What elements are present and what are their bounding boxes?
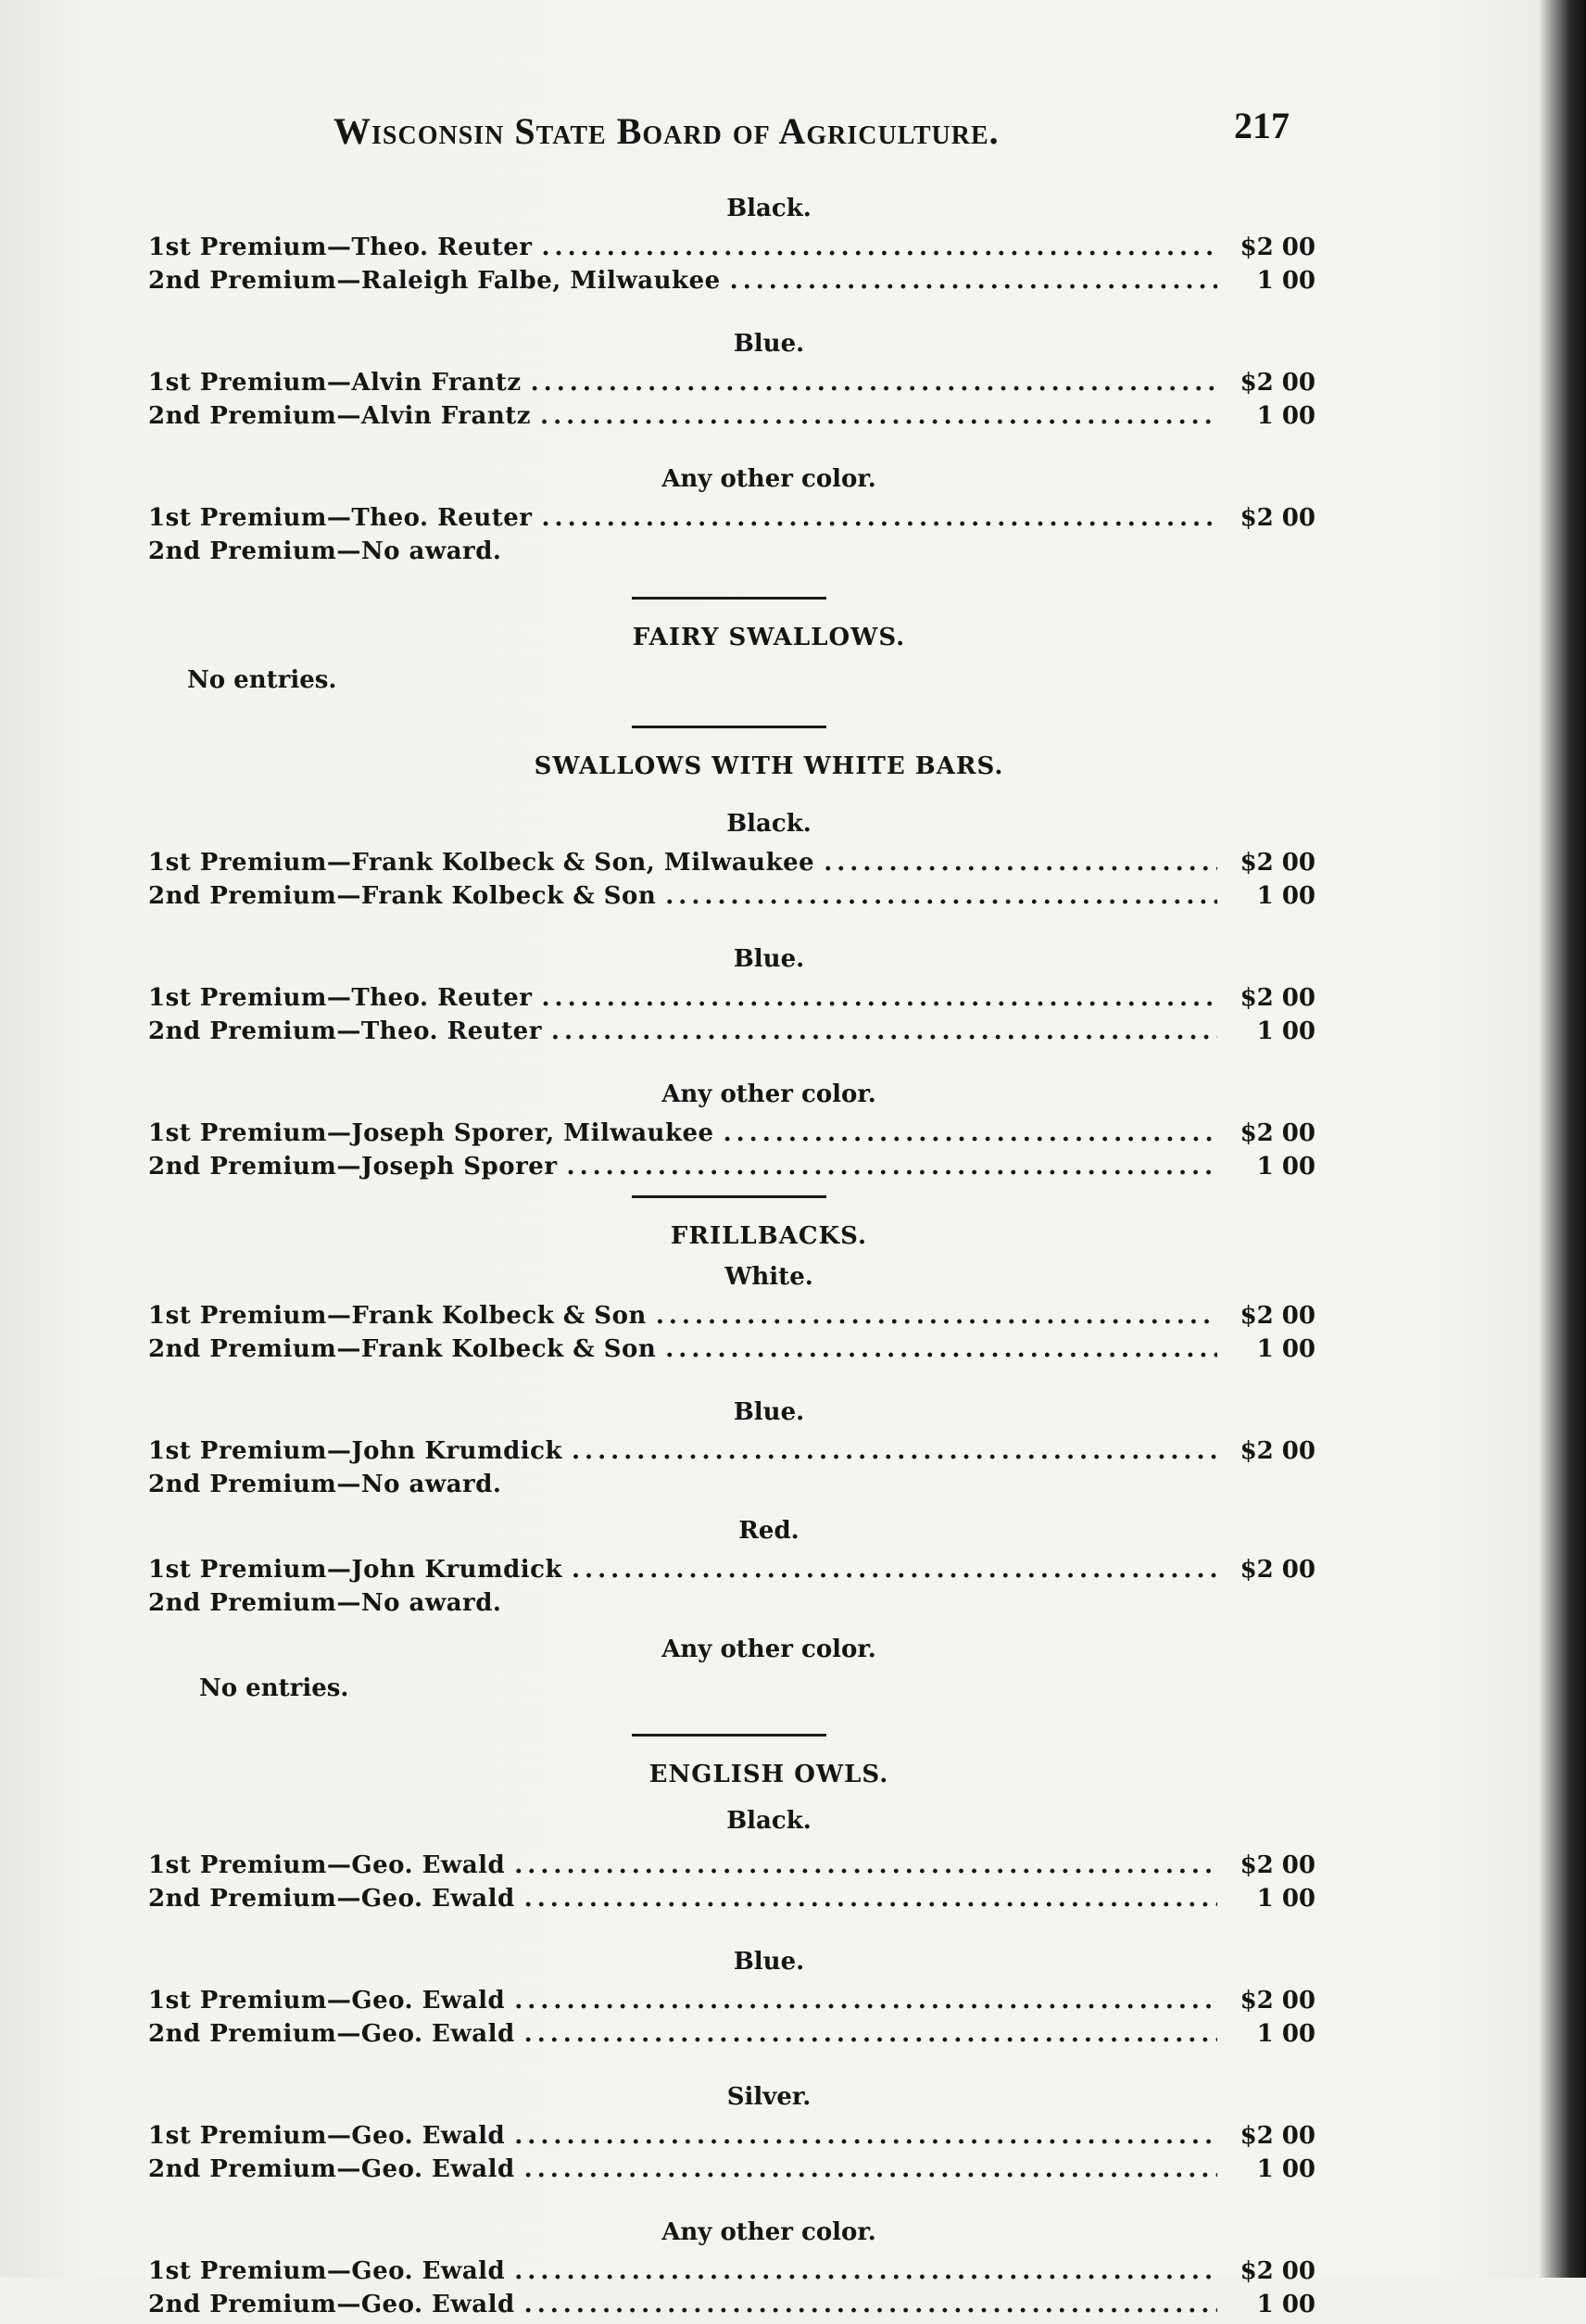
premium-label: 2nd Premium—Frank Kolbeck & Son: [148, 882, 657, 910]
premium-label: 1st Premium—Frank Kolbeck & Son, Milwaukee: [148, 849, 815, 877]
subheading-any-other-color: Any other color.: [661, 465, 876, 493]
dot-leader: [524, 2155, 1217, 2183]
subheading-black: Black.: [726, 195, 812, 222]
dot-leader: [551, 1017, 1217, 1045]
premium-amount: $2 00: [1240, 2257, 1315, 2285]
no-entries-note: No entries.: [199, 1674, 349, 1702]
premium-amount: $2 00: [1240, 504, 1315, 532]
section-title: FRILLBACKS.: [670, 1222, 868, 1250]
subheading-blue: Blue.: [733, 1948, 805, 1976]
premium-label: 2nd Premium—Geo. Ewald: [148, 2291, 515, 2318]
premium-label: 1st Premium—John Krumdick: [148, 1556, 562, 1584]
premium-row: [148, 849, 1315, 882]
dot-leader: [531, 369, 1217, 397]
dot-leader: [572, 1437, 1217, 1465]
dot-leader: [541, 504, 1217, 532]
premium-amount: $2 00: [1240, 1851, 1315, 1879]
page-number: 217: [1234, 105, 1290, 146]
premium-row: [148, 369, 1315, 402]
premium-amount: $2 00: [1240, 1556, 1315, 1584]
section-divider: [632, 597, 826, 600]
premium-row: [148, 984, 1315, 1017]
no-entries-note: No entries.: [187, 666, 337, 694]
premium-row: [148, 1153, 1315, 1186]
premium-row: [148, 267, 1315, 300]
running-title: Wisconsin State Board of Agriculture.: [334, 110, 1000, 152]
premium-amount: $2 00: [1240, 234, 1315, 261]
section-divider: [632, 1195, 826, 1198]
premium-label: 1st Premium—Geo. Ewald: [148, 2122, 506, 2150]
premium-amount: 1 00: [1256, 1017, 1315, 1045]
dot-leader: [572, 1556, 1217, 1584]
dot-leader: [656, 1302, 1217, 1330]
dot-leader: [541, 984, 1217, 1012]
premium-row: [148, 1885, 1315, 1918]
premium-label: 2nd Premium—Raleigh Falbe, Milwaukee: [148, 267, 721, 295]
premium-label: 2nd Premium—No award.: [148, 537, 502, 565]
subheading-blue: Blue.: [733, 945, 805, 973]
subheading-black: Black.: [726, 810, 812, 838]
premium-label: 1st Premium—Theo. Reuter: [148, 234, 533, 261]
dot-leader: [824, 849, 1217, 877]
section-title: ENGLISH OWLS.: [648, 1761, 889, 1788]
premium-label: 1st Premium—Geo. Ewald: [148, 1987, 506, 2015]
premium-amount: 1 00: [1256, 882, 1315, 910]
premium-row: [148, 402, 1315, 436]
premium-row: [148, 1851, 1315, 1885]
premium-amount: 1 00: [1256, 2020, 1315, 2048]
premium-label: 1st Premium—Frank Kolbeck & Son: [148, 1302, 647, 1330]
premium-label: 1st Premium—Alvin Frantz: [148, 369, 522, 397]
dot-leader: [567, 1153, 1217, 1181]
premium-row: [148, 882, 1315, 916]
dot-leader: [524, 2020, 1217, 2048]
premium-row: [148, 1302, 1315, 1335]
premium-label: 2nd Premium—Geo. Ewald: [148, 1885, 515, 1913]
premium-list: [148, 195, 1315, 2324]
premium-label: 1st Premium—Joseph Sporer, Milwaukee: [148, 1119, 714, 1147]
premium-amount: 1 00: [1256, 1153, 1315, 1181]
dot-leader: [730, 267, 1217, 295]
dot-leader: [724, 1119, 1217, 1147]
subheading-silver: Silver.: [726, 2083, 812, 2111]
premium-row: [148, 2257, 1315, 2291]
premium-label: 2nd Premium—No award.: [148, 1589, 502, 1617]
premium-label: 1st Premium—Geo. Ewald: [148, 1851, 506, 1879]
page-header: [334, 104, 1297, 159]
premium-row: [148, 2122, 1315, 2155]
subheading-any-other-color: Any other color.: [661, 1636, 876, 1663]
premium-row: [148, 2291, 1315, 2324]
dot-leader: [514, 2257, 1217, 2285]
premium-amount: 1 00: [1256, 1885, 1315, 1913]
premium-row: [148, 1119, 1315, 1153]
premium-label: 1st Premium—Geo. Ewald: [148, 2257, 506, 2285]
subheading-white: White.: [724, 1263, 813, 1291]
dot-leader: [665, 882, 1217, 910]
premium-label: 1st Premium—Theo. Reuter: [148, 984, 533, 1012]
premium-label: 2nd Premium—Alvin Frantz: [148, 402, 532, 430]
subheading-red: Red.: [738, 1517, 799, 1545]
premium-row: [148, 1471, 1315, 1504]
dot-leader: [524, 1885, 1217, 1913]
premium-label: 2nd Premium—Joseph Sporer: [148, 1153, 558, 1181]
premium-amount: $2 00: [1240, 1302, 1315, 1330]
dot-leader: [514, 1851, 1217, 1879]
premium-row: [148, 234, 1315, 267]
premium-label: 2nd Premium—No award.: [148, 1471, 502, 1498]
section-divider: [632, 726, 826, 728]
premium-label: 1st Premium—Theo. Reuter: [148, 504, 533, 532]
premium-row: [148, 2020, 1315, 2053]
premium-amount: 1 00: [1256, 2291, 1315, 2318]
dot-leader: [665, 1335, 1217, 1363]
premium-label: 2nd Premium—Frank Kolbeck & Son: [148, 1335, 657, 1363]
dot-leader: [524, 2291, 1217, 2318]
premium-row: [148, 1589, 1315, 1623]
premium-amount: $2 00: [1240, 369, 1315, 397]
premium-amount: 1 00: [1256, 1335, 1315, 1363]
premium-amount: $2 00: [1240, 984, 1315, 1012]
premium-label: 2nd Premium—Geo. Ewald: [148, 2020, 515, 2048]
section-divider: [632, 1734, 826, 1737]
premium-label: 2nd Premium—Theo. Reuter: [148, 1017, 542, 1045]
premium-amount: 1 00: [1256, 2155, 1315, 2183]
section-title: FAIRY SWALLOWS.: [632, 624, 906, 651]
premium-row: [148, 2155, 1315, 2189]
subheading-blue: Blue.: [733, 330, 805, 358]
section-title: SWALLOWS WITH WHITE BARS.: [534, 752, 1004, 780]
subheading-blue: Blue.: [733, 1398, 805, 1426]
dot-leader: [514, 1987, 1217, 2015]
premium-amount: $2 00: [1240, 2122, 1315, 2150]
dot-leader: [541, 234, 1217, 261]
premium-row: [148, 504, 1315, 537]
premium-amount: 1 00: [1256, 267, 1315, 295]
premium-amount: $2 00: [1240, 1437, 1315, 1465]
premium-label: 1st Premium—John Krumdick: [148, 1437, 562, 1465]
premium-row: [148, 1335, 1315, 1369]
premium-row: [148, 1437, 1315, 1471]
premium-amount: $2 00: [1240, 1119, 1315, 1147]
subheading-black: Black.: [726, 1807, 812, 1835]
premium-row: [148, 1017, 1315, 1051]
subheading-any-other-color: Any other color.: [661, 1080, 876, 1108]
premium-label: 2nd Premium—Geo. Ewald: [148, 2155, 515, 2183]
premium-row: [148, 1987, 1315, 2020]
dot-leader: [540, 402, 1217, 430]
dot-leader: [514, 2122, 1217, 2150]
premium-amount: $2 00: [1240, 849, 1315, 877]
premium-row: [148, 537, 1315, 571]
subheading-any-other-color: Any other color.: [661, 2218, 876, 2246]
premium-amount: 1 00: [1256, 402, 1315, 430]
premium-row: [148, 1556, 1315, 1589]
premium-amount: $2 00: [1240, 1987, 1315, 2015]
